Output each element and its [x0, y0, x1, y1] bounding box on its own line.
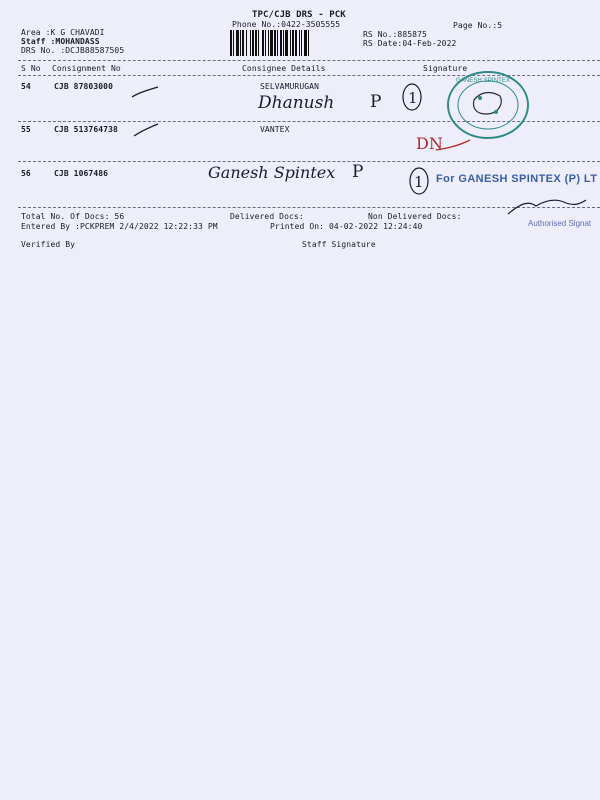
row-55-sno: 55: [21, 125, 31, 134]
column-header-sno: S No: [21, 64, 41, 73]
phone-number: Phone No.:0422-3505555: [232, 20, 341, 29]
total-docs: Total No. Of Docs: 56: [21, 212, 125, 221]
row-54-circled-mark: 1: [408, 89, 418, 107]
row-56-sno: 56: [21, 169, 31, 178]
staff-label: Staff :MOHANDASS: [21, 37, 100, 46]
row-56-p-mark: P: [352, 162, 364, 182]
column-header-signature: Signature: [423, 64, 468, 73]
authorised-signature-scribble: [508, 200, 586, 214]
row-55-consignee: VANTEX: [260, 125, 290, 134]
row-55-consignment: CJB 513764738: [54, 125, 118, 134]
row-54-p-mark: P: [370, 92, 382, 112]
verified-by: Verified By: [21, 240, 76, 249]
entered-by: Entered By :PCKPREM 2/4/2022 12:22:33 PM: [21, 222, 218, 231]
row-54-circle-mark: [403, 84, 421, 110]
printed-on: Printed On: 04-02-2022 12:24:40: [270, 222, 423, 231]
row-54-consignee: SELVAMURUGAN: [260, 82, 319, 91]
drs-number: DRS No. :DCJB88587505: [21, 46, 125, 55]
authorised-signatory: Authorised Signat: [528, 219, 592, 228]
document-title: TPC/CJB DRS - PCK: [252, 10, 346, 20]
non-delivered-docs: Non Delivered Docs:: [368, 212, 462, 221]
column-header-consignee: Consignee Details: [242, 64, 326, 73]
page-number: Page No.:5: [453, 21, 503, 30]
row-56-circle-mark: [410, 168, 428, 194]
area-label: Area :K G CHAVADI: [21, 28, 105, 37]
row-54-sno: 54: [21, 82, 31, 91]
rs-number: RS No.:885875: [363, 30, 427, 39]
delivered-docs: Delivered Docs:: [230, 212, 304, 221]
row-56-signature: Ganesh Spintex: [208, 163, 336, 182]
company-stamp: For GANESH SPINTEX (P) LT: [436, 173, 598, 185]
row-56-circled-mark: 1: [414, 173, 424, 191]
row-56-consignment: CJB 1067486: [54, 169, 109, 178]
row-55-red-initials: DN: [416, 134, 443, 153]
column-header-consignment: Consignment No: [52, 64, 121, 73]
row-55-red-underline: [436, 140, 470, 150]
row-54-tick-mark: [132, 87, 158, 97]
row-54-signature: Dhanush: [258, 93, 335, 113]
staff-signature: Staff Signature: [302, 240, 376, 249]
row-54-consignment: CJB 87803000: [54, 82, 113, 91]
rs-date: RS Date:04-Feb-2022: [363, 39, 457, 48]
seal-text: GANESH SPINTEX: [456, 78, 511, 84]
row-55-tick-mark: [134, 124, 158, 136]
